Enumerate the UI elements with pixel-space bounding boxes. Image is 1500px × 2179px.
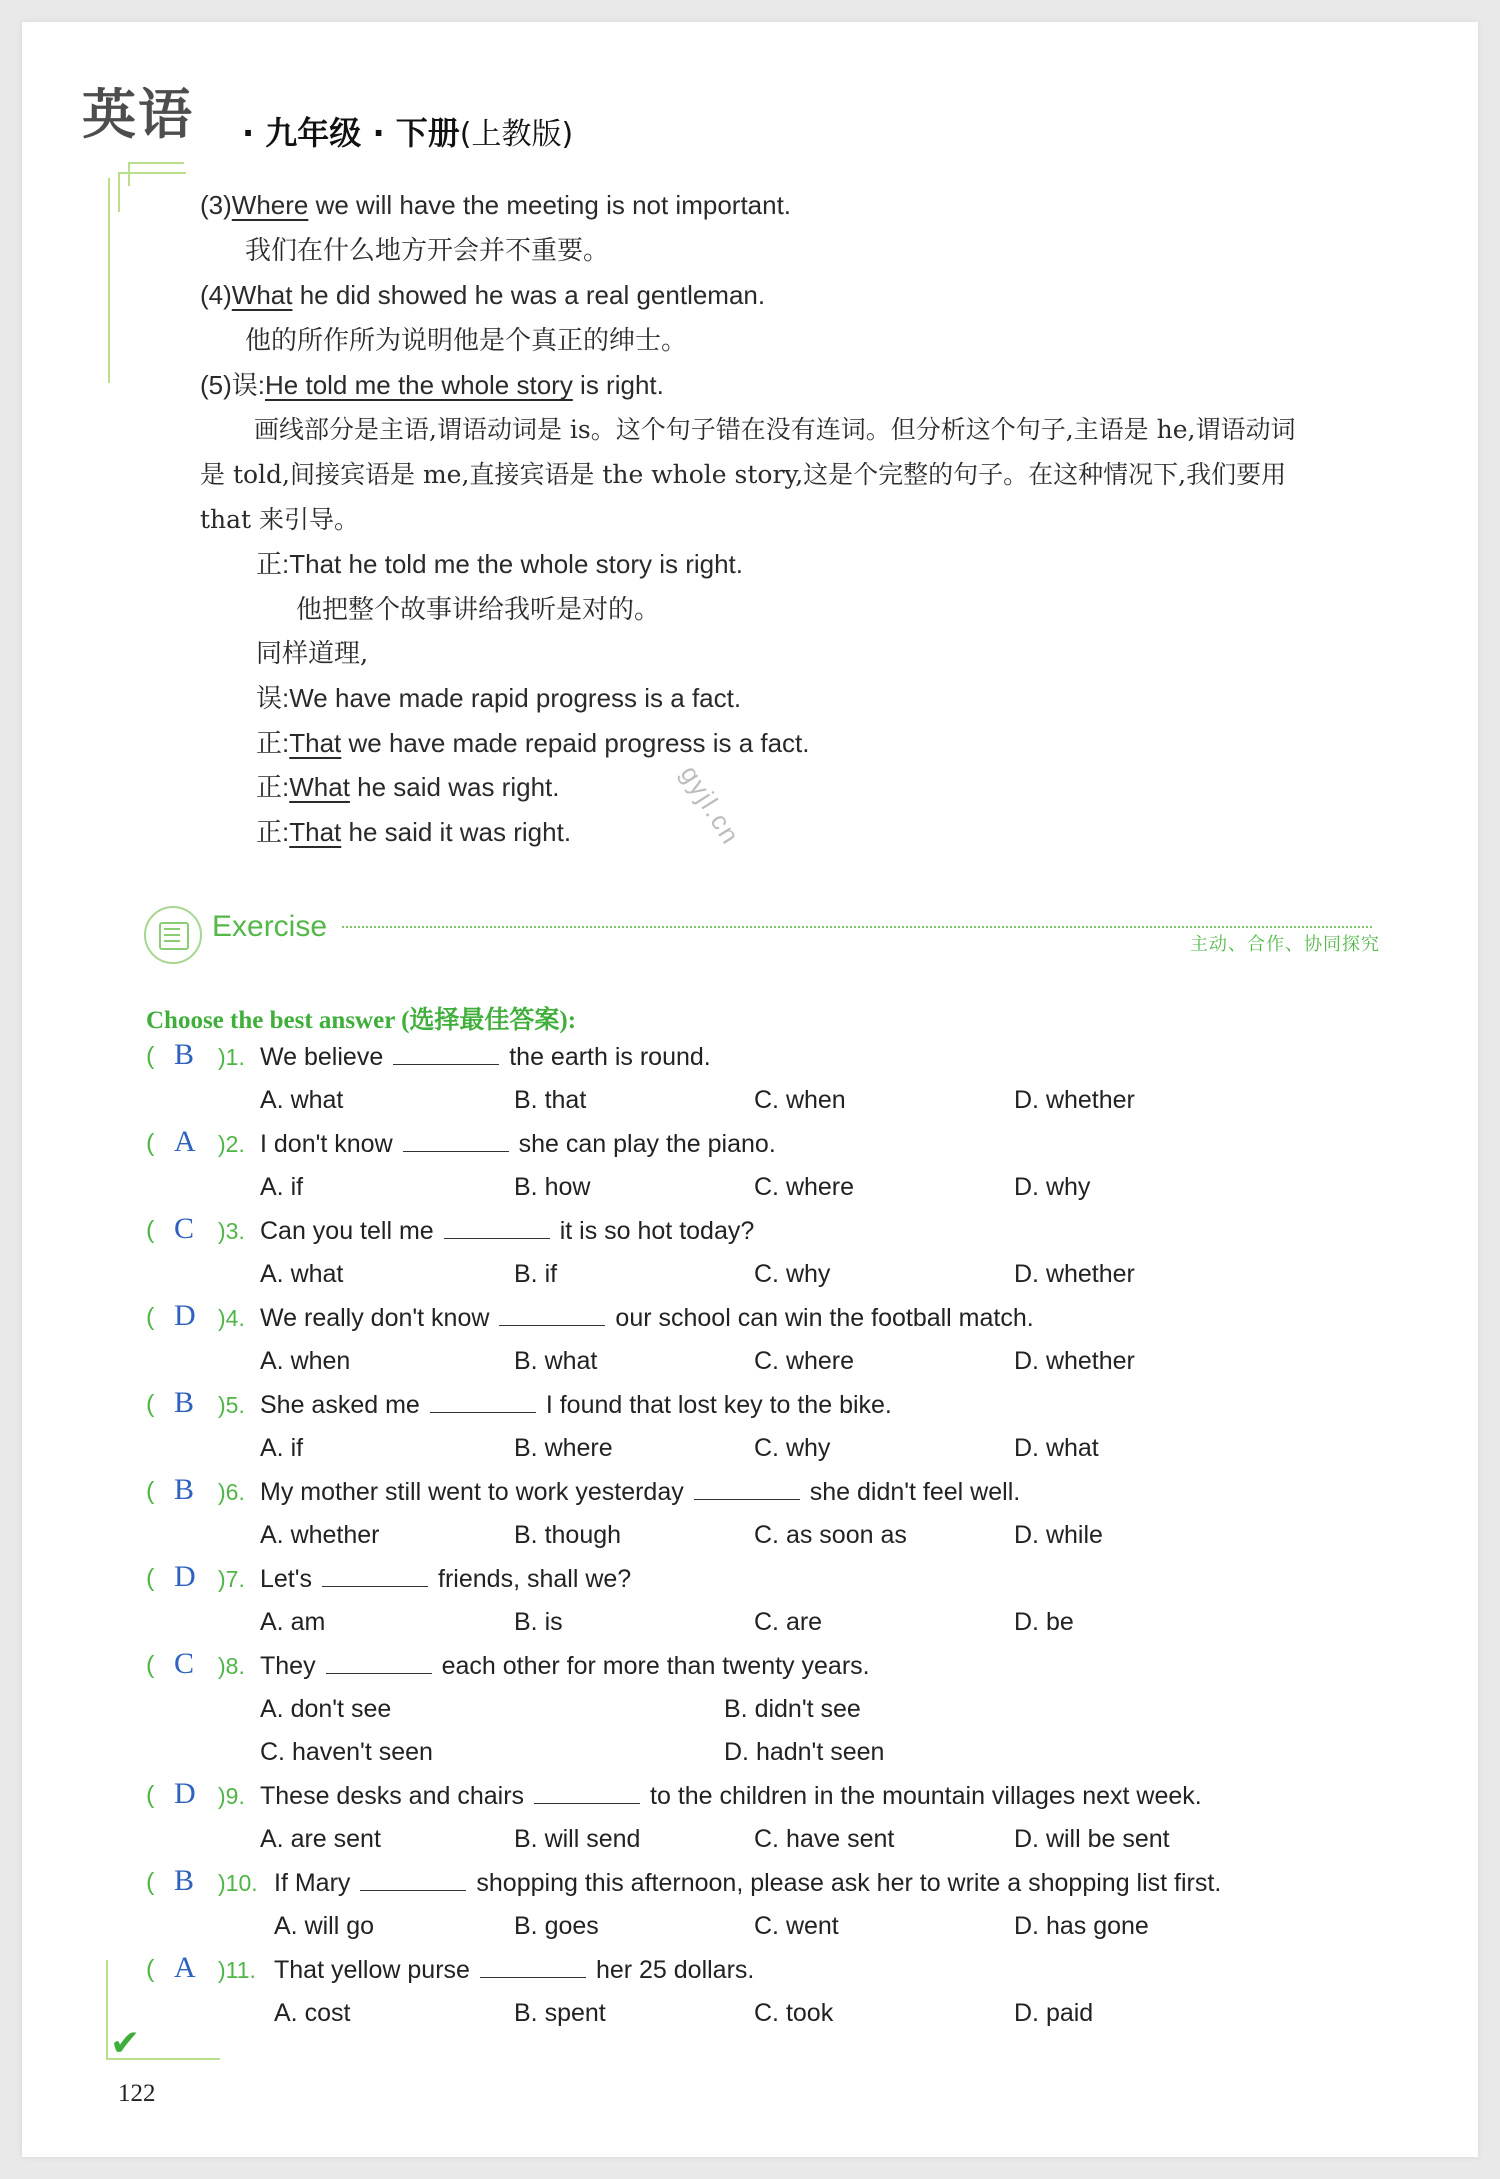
note-3: (3)Where we will have the meeting is not important. [200,190,792,220]
option: A. cost [274,1999,351,2027]
watermark: gyjl.cn [674,760,747,851]
option: A. what [260,1260,344,1288]
option: D. whether [1014,1086,1135,1114]
note-4-cn: 他的所作所为说明他是个真正的绅士。 [245,326,688,356]
answer-letter: C [174,1647,195,1680]
question-number: )3. [218,1218,245,1244]
option: A. whether [260,1521,380,1549]
answer-blank [403,1129,509,1152]
answer-paren-open: ( [146,1868,155,1896]
question-number: )7. [218,1566,245,1592]
note-correct-4: 正:That he said it was right. [256,817,572,847]
answer-letter: C [174,1212,195,1245]
answer-paren-open: ( [146,1303,155,1331]
option: D. while [1014,1521,1103,1549]
header-subtitle: · 九年级 · 下册(上教版) [242,114,574,152]
option: C. have sent [754,1825,895,1853]
question-stem: We believe the earth is round. [260,1043,711,1071]
note-correct-1-cn: 他把整个故事讲给我听是对的。 [296,595,661,625]
option: D. be [1014,1608,1074,1636]
option: A. what [260,1086,344,1114]
question-stem: I don't know she can play the piano. [260,1130,776,1158]
answer-blank [322,1564,428,1587]
deco-line-top-2 [128,162,184,164]
option: C. took [754,1999,834,2027]
question-number: )4. [218,1305,245,1331]
option: B. is [514,1608,563,1636]
option: B. goes [514,1912,599,1940]
answer-blank [326,1651,432,1674]
exercise-instruction: Choose the best answer (选择最佳答案): [146,1007,577,1034]
answer-letter: A [174,1125,196,1158]
option: B. spent [514,1999,606,2027]
option: B. didn't see [724,1695,861,1723]
answer-blank [694,1477,800,1500]
question-stem: These desks and chairs to the children in the mountain villages next week. [260,1782,1202,1810]
header-edition: (上教版) [459,117,574,152]
option: D. has gone [1014,1912,1149,1940]
option: A. am [260,1608,326,1636]
exercise-icon [144,906,202,964]
answer-blank [444,1216,550,1239]
note-wrong-2: 误:We have made rapid progress is a fact. [256,683,742,713]
question-number: )11. [218,1957,256,1983]
option: A. will go [274,1912,375,1940]
option: B. that [514,1086,587,1114]
note-5-para1: 画线部分是主语,谓语动词是 is。这个句子错在没有连词。但分析这个句子,主语是 he,谓语动词 [254,415,1296,444]
answer-letter: A [174,1951,196,1984]
answer-letter: B [174,1038,195,1071]
question-stem: If Mary shopping this afternoon, please ask her to write a shopping list first. [274,1869,1222,1897]
option: D. whether [1014,1347,1135,1375]
question-number: )5. [218,1392,245,1418]
answer-paren-open: ( [146,1651,155,1679]
option: A. are sent [260,1825,381,1853]
note-3-cn: 我们在什么地方开会并不重要。 [245,236,610,266]
question-stem: Can you tell me it is so hot today? [260,1217,755,1245]
answer-letter: B [174,1386,195,1419]
option: C. are [754,1608,823,1636]
question-number: )9. [218,1783,245,1809]
answer-paren-open: ( [146,1955,155,1983]
option: D. paid [1014,1999,1094,2027]
deco-line-bottom-left [106,1960,108,2060]
answer-paren-open: ( [146,1477,155,1505]
deco-line-left [108,178,110,383]
answer-paren-open: ( [146,1042,155,1070]
answer-paren-open: ( [146,1129,155,1157]
option: B. if [514,1260,558,1288]
option: A. if [260,1173,304,1201]
answer-blank [393,1042,499,1065]
question-number: )1. [218,1044,245,1070]
option: B. where [514,1434,613,1462]
answer-letter: B [174,1473,195,1506]
answer-letter: B [174,1864,195,1897]
option: C. went [754,1912,839,1940]
option: C. why [754,1260,831,1288]
option: C. as soon as [754,1521,907,1549]
note-4: (4)What he did showed he was a real gentleman. [200,280,766,310]
option: D. hadn't seen [724,1738,885,1766]
page-number: 122 [118,2080,156,2107]
note-5-para3: that 来引导。 [200,505,360,534]
question-number: )8. [218,1653,245,1679]
answer-letter: D [174,1560,196,1593]
option: C. why [754,1434,831,1462]
option: A. when [260,1347,351,1375]
deco-line-left-2 [118,172,120,212]
option: B. though [514,1521,622,1549]
option: B. how [514,1173,591,1201]
note-5: (5)误:He told me the whole story is right. [200,370,664,400]
question-stem: Let's friends, shall we? [260,1565,632,1593]
question-number: )10. [218,1870,258,1896]
option: C. where [754,1173,855,1201]
answer-blank [360,1868,466,1891]
option: D. why [1014,1173,1091,1201]
option: D. will be sent [1014,1825,1170,1853]
answer-blank [534,1781,640,1804]
answer-paren-open: ( [146,1564,155,1592]
note-similarly: 同样道理, [256,639,369,669]
option: D. whether [1014,1260,1135,1288]
question-stem: We really don't know our school can win the football match. [260,1304,1034,1332]
option: B. what [514,1347,598,1375]
answer-letter: D [174,1777,196,1810]
option: B. will send [514,1825,641,1853]
option: A. if [260,1434,304,1462]
exercise-divider [342,926,1372,928]
question-stem: My mother still went to work yesterday she didn't feel well. [260,1478,1021,1506]
option: C. when [754,1086,846,1114]
header-title: 英语 [82,83,194,146]
exercise-title: Exercise [212,910,328,943]
page [22,22,1478,2157]
answer-blank [480,1955,586,1978]
option: C. haven't seen [260,1738,433,1766]
leaf-icon: ✔ [110,2022,141,2063]
question-stem: That yellow purse her 25 dollars. [274,1956,755,1984]
option: C. where [754,1347,855,1375]
answer-paren-open: ( [146,1781,155,1809]
question-number: )6. [218,1479,245,1505]
answer-paren-open: ( [146,1390,155,1418]
note-correct-1: 正:That he told me the whole story is right. [256,549,744,579]
deco-line-left-3 [128,162,130,186]
exercise-tagline: 主动、合作、协同探究 [1190,934,1380,955]
option: A. don't see [260,1695,392,1723]
note-correct-3: 正:What he said was right. [256,772,560,802]
answer-letter: D [174,1299,196,1332]
question-stem: They each other for more than twenty years. [260,1652,870,1680]
answer-blank [430,1390,536,1413]
option: D. what [1014,1434,1099,1462]
note-correct-2: 正:That we have made repaid progress is a fact. [256,728,810,758]
question-number: )2. [218,1131,245,1157]
answer-paren-open: ( [146,1216,155,1244]
question-stem: She asked me I found that lost key to the bike. [260,1391,892,1419]
answer-blank [499,1303,605,1326]
note-5-para2: 是 told,间接宾语是 me,直接宾语是 the whole story,这是个完整的句子。在这种情况下,我们要用 [200,460,1287,489]
